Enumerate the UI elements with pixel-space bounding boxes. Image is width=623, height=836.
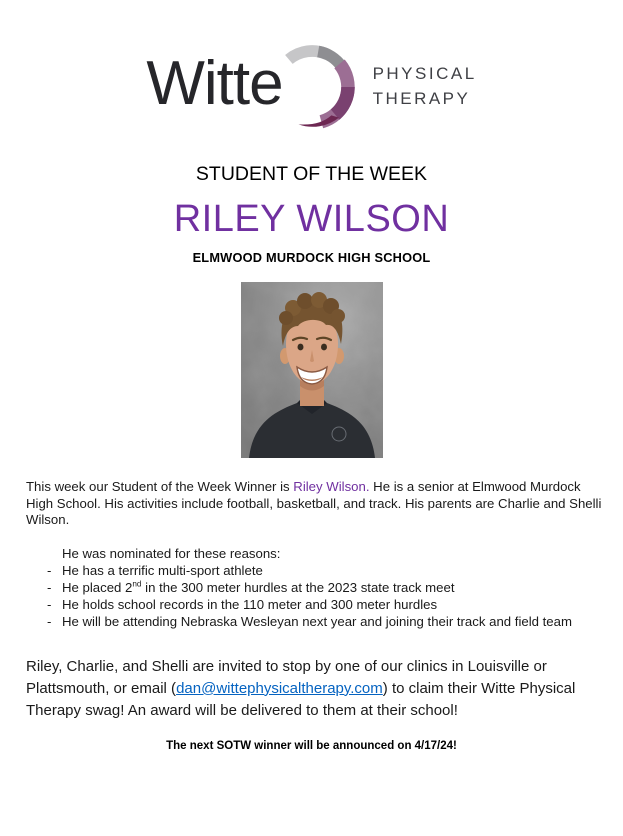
student-photo	[241, 282, 383, 458]
bullet-dash: -	[47, 596, 52, 612]
intro-text-before: This week our Student of the Week Winner is	[26, 479, 294, 494]
intro-text-after: He is a senior at Elmwood Murdock High School. His activities include football, basketball, and track. His parents are Charlie and Shelli Wilson.	[26, 479, 602, 528]
school-name: ELMWOOD MURDOCK HIGH SCHOOL	[192, 250, 431, 265]
reason-text: He will be attending Nebraska Wesleyan next year and joining their track and field team	[62, 613, 572, 629]
reason-item	[47, 562, 587, 579]
flyer-page	[0, 33, 623, 836]
logo-brand-text: Witte	[146, 48, 283, 118]
ordinal-superscript: nd	[132, 579, 142, 589]
bullet-dash: -	[47, 562, 52, 578]
program-title: STUDENT OF THE WEEK	[195, 163, 428, 185]
reason-item	[47, 596, 587, 613]
bullet-dash: -	[47, 613, 52, 629]
email-link[interactable]: dan@wittephysicaltherapy.com	[176, 679, 383, 697]
logo-subtitle-line2: THERAPY	[372, 88, 471, 108]
logo-subtitle-line1: PHYSICAL	[372, 64, 477, 84]
closing-text-before: Riley, Charlie, and Shelli are invited to stop by one of our clinics in Louisville or Plattsmouth, or email (	[26, 657, 547, 697]
reason-item	[47, 579, 587, 596]
intro-paragraph	[26, 479, 610, 529]
reason-text: He placed 2nd in the 300 meter hurdles at the 2023 state track meet	[62, 579, 455, 595]
footer-announcement: The next SOTW winner will be announced on 4/17/24!	[166, 739, 457, 752]
intro-name-highlight: Riley Wilson.	[293, 479, 370, 494]
logo-swoosh-icon	[267, 33, 357, 141]
reasons-section	[47, 545, 587, 630]
closing-paragraph	[26, 656, 618, 722]
reason-text: He has a terrific multi-sport athlete	[62, 562, 263, 578]
logo-subtitle	[373, 62, 477, 110]
reason-text: He holds school records in the 110 meter and 300 meter hurdles	[62, 596, 438, 612]
bullet-dash: -	[47, 579, 52, 595]
student-name: RILEY WILSON	[173, 198, 450, 240]
reasons-lead: He was nominated for these reasons:	[62, 545, 281, 561]
closing-text-after: ) to claim their Witte Physical Therapy swag! An award will be delivered to them at their school!	[26, 679, 576, 719]
logo	[0, 33, 623, 140]
reason-item	[47, 613, 587, 630]
